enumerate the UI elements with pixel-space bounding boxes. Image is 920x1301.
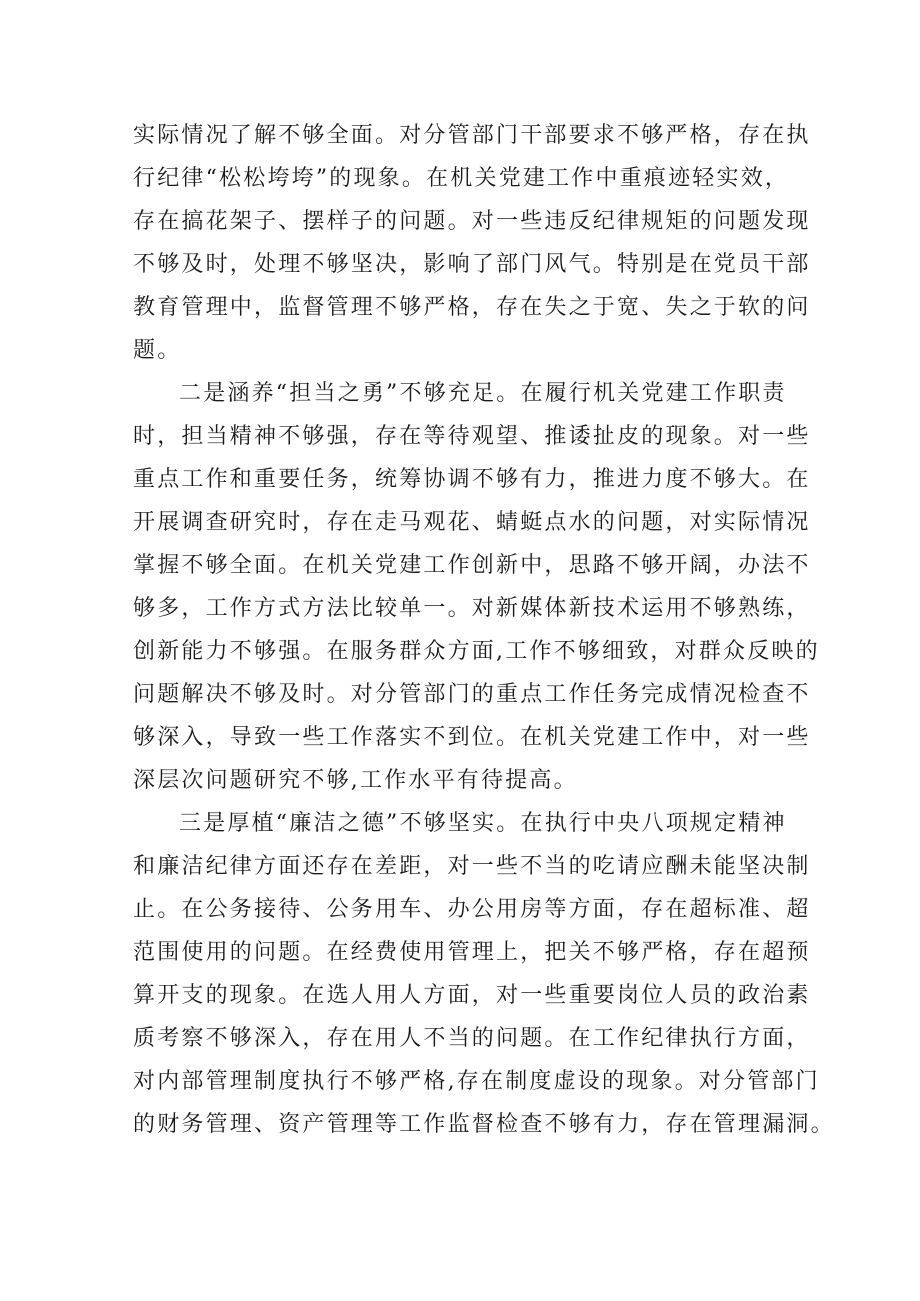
text-line: 实际情况了解不够全面。对分管部门干部要求不够严格，存在执: [133, 123, 811, 148]
body-text: [133, 114, 835, 1146]
text-line: 范围使用的问题。在经费使用管理上，把关不够严格，存在超预: [133, 940, 811, 965]
text-line: 算开支的现象。在选人用人方面，对一些重要岗位人员的政治素: [133, 983, 811, 1008]
text-line: 题。: [133, 338, 182, 363]
text-line: 重点工作和重要任务，统筹协调不够有力，推进力度不够大。在: [133, 467, 811, 492]
text-line: 质考察不够深入，存在用人不当的问题。在工作纪律执行方面，: [133, 1026, 811, 1051]
text-line: 行纪律“松松垮垮”的现象。在机关党建工作中重痕迹轻实效，: [133, 166, 790, 191]
text-line: 够深入，导致一些工作落实不到位。在机关党建工作中，对一些: [133, 725, 811, 750]
text-line: 开展调查研究时，存在走马观花、蜻蜓点水的问题，对实际情况: [133, 510, 811, 535]
text-line: 不够及时，处理不够坚决，影响了部门风气。特别是在党员干部: [133, 252, 811, 277]
text-line: 时，担当精神不够强，存在等待观望、推诿扯皮的现象。对一些: [133, 424, 811, 449]
paragraph-start-line: 三是厚植“廉洁之德”不够坚实。在执行中央八项规定精神: [179, 811, 787, 836]
text-line: 和廉洁纪律方面还存在差距，对一些不当的吃请应酬未能坚决制: [133, 854, 811, 879]
text-line: 问题解决不够及时。对分管部门的重点工作任务完成情况检查不: [133, 682, 811, 707]
text-line: 的财务管理、资产管理等工作监督检查不够有力，存在管理漏洞。: [133, 1112, 835, 1137]
text-line: 教育管理中，监督管理不够严格，存在失之于宽、失之于软的问: [133, 295, 811, 320]
text-line: 存在搞花架子、摆样子的问题。对一些违反纪律规矩的问题发现: [133, 209, 811, 234]
text-line: 深层次问题研究不够,工作水平有待提高。: [133, 768, 578, 793]
text-line: 掌握不够全面。在机关党建工作创新中，思路不够开阔，办法不: [133, 553, 811, 578]
text-line: 创新能力不够强。在服务群众方面,工作不够细致，对群众反映的: [133, 639, 820, 664]
text-line: 够多，工作方式方法比较单一。对新媒体新技术运用不够熟练，: [133, 596, 811, 621]
text-line: 对内部管理制度执行不够严格,存在制度虚设的现象。对分管部门: [133, 1069, 820, 1094]
paragraph-start-line: 二是涵养“担当之勇”不够充足。在履行机关党建工作职责: [179, 381, 787, 406]
text-line: 止。在公务接待、公务用车、办公用房等方面，存在超标准、超: [133, 897, 811, 922]
